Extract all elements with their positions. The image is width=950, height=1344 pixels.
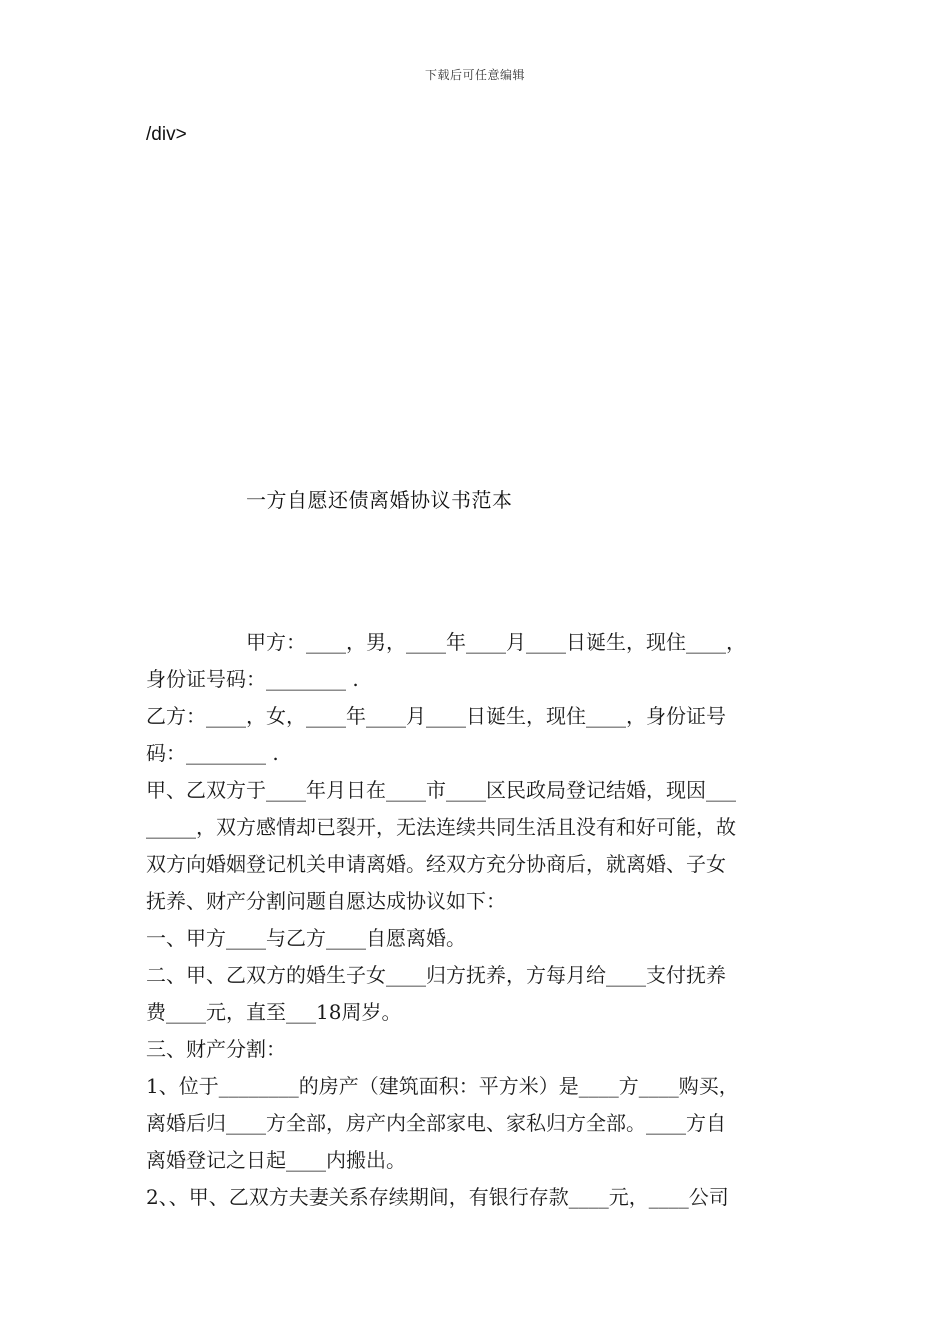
body-line-property-1c: 离婚登记之日起____内搬出。 — [146, 1148, 406, 1172]
body-line-clause-1: 一、甲方____与乙方____自愿离婚。 — [146, 926, 466, 950]
body-line-party-a: 甲方：____，男，____年____月____日诞生，现住____， — [246, 630, 746, 654]
body-line-clause-3: 三、财产分割： — [146, 1037, 286, 1061]
body-line-property-2a: 2、、甲、乙双方夫妻关系存续期间，有银行存款____元，____公司 — [146, 1185, 729, 1209]
body-line-clause-2a: 二、甲、乙双方的婚生子女____归方抚养，方每月给____支付抚养 — [146, 963, 726, 987]
body-line-marriage-1: 甲、乙双方于____年月日在____市____区民政局登记结婚，现因___ — [146, 778, 736, 802]
body-line-marriage-3: 双方向婚姻登记机关申请离婚。经双方充分协商后，就离婚、子女 — [146, 852, 726, 876]
page-header-note: 下载后可任意编辑 — [424, 68, 525, 82]
body-line-property-1a: 1、位于________的房产（建筑面积：平方米）是____方____购买， — [146, 1074, 739, 1098]
body-line-clause-2b: 费____元，直至___18周岁。 — [146, 1000, 402, 1024]
body-line-party-b-id: 码：________ . — [146, 741, 279, 765]
body-line-property-1b: 离婚后归____方全部，房产内全部家电、家私归方全部。____方自 — [146, 1111, 726, 1135]
body-line-party-b: 乙方：____，女，____年____月____日诞生，现住____，身份证号 — [146, 704, 726, 728]
body-line-marriage-4: 抚养、财产分割问题自愿达成协议如下： — [146, 889, 506, 913]
body-line-party-a-id: 身份证号码：________ . — [146, 667, 359, 691]
document-title: 一方自愿还债离婚协议书范本 — [246, 488, 513, 512]
stray-markup-text: /div> — [146, 124, 187, 145]
body-line-marriage-2: _____，双方感情却已裂开，无法连续共同生活且没有和好可能，故 — [146, 815, 736, 839]
document-body — [146, 624, 808, 1216]
